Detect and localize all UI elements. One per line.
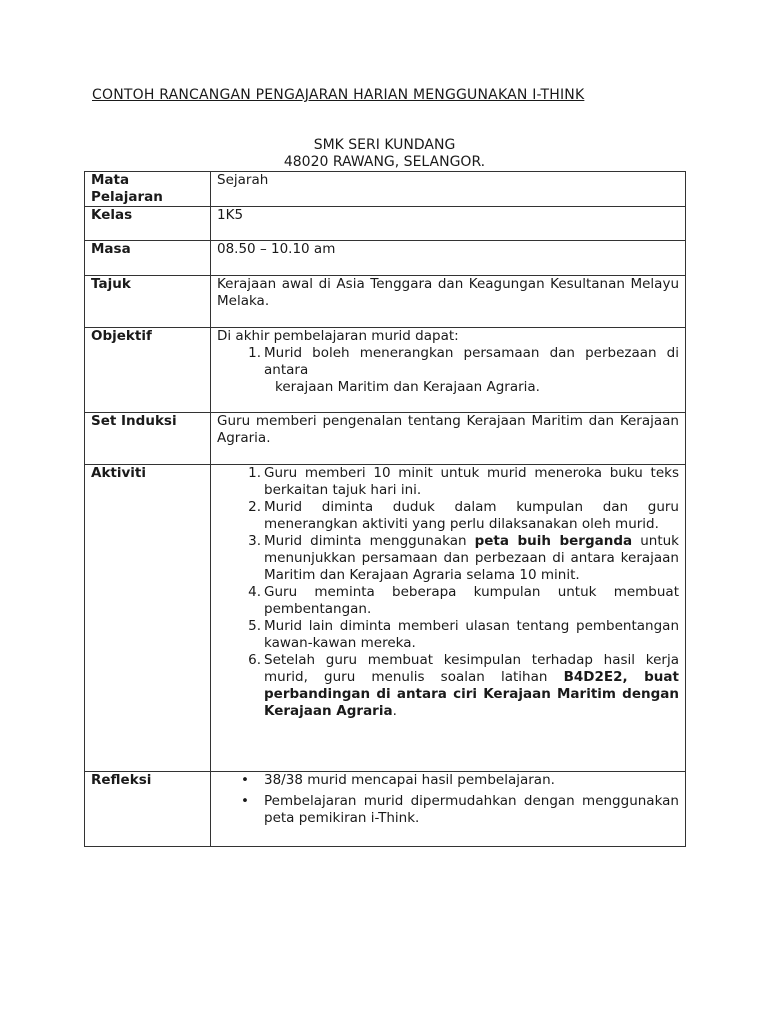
refleksi-item-text: 38/38 murid mencapai hasil pembelajaran. — [264, 772, 555, 788]
aktiviti-item-bold-text: peta buih berganda — [474, 533, 633, 549]
row-aktiviti — [85, 465, 686, 772]
aktiviti-item-number: 2. — [248, 499, 261, 515]
label-mata-pelajaran: Mata Pelajaran — [85, 172, 211, 207]
aktiviti-item-number: 3. — [248, 533, 261, 549]
refleksi-item-text: Pembelajaran murid dipermudahkan dengan menggunakan peta pemikiran i-Think. — [264, 793, 679, 826]
objektif-intro: Di akhir pembelajaran murid dapat: — [217, 328, 459, 344]
value-objektif — [211, 328, 686, 413]
label-refleksi: Refleksi — [85, 772, 211, 847]
aktiviti-item-number: 1. — [248, 465, 261, 481]
refleksi-item — [217, 772, 679, 789]
aktiviti-item-number: 5. — [248, 618, 261, 634]
value-aktiviti — [211, 465, 686, 772]
value-kelas: 1K5 — [211, 207, 686, 241]
aktiviti-item-text: Murid diminta menggunakan — [264, 533, 475, 549]
document-title: CONTOH RANCANGAN PENGAJARAN HARIAN MENGGUNAKAN I-THINK — [92, 87, 585, 103]
lesson-plan-table — [84, 171, 686, 847]
row-set-induksi — [85, 413, 686, 465]
label-tajuk: Tajuk — [85, 276, 211, 328]
label-masa: Masa — [85, 241, 211, 276]
refleksi-item — [217, 793, 679, 827]
aktiviti-item-text: Setelah guru membuat kesimpulan terhadap hasil kerja murid, guru menulis soalan latihan — [264, 652, 679, 685]
label-objektif: Objektif — [85, 328, 211, 413]
label-kelas: Kelas — [85, 207, 211, 241]
aktiviti-item-number: 6. — [248, 652, 261, 668]
aktiviti-item-text: Murid diminta duduk dalam kumpulan dan guru menerangkan aktiviti yang perlu dilaksanakan oleh murid. — [264, 499, 679, 532]
aktiviti-item — [217, 618, 679, 652]
row-masa — [85, 241, 686, 276]
row-mata-pelajaran — [85, 172, 686, 207]
bullet-icon: • — [241, 793, 249, 809]
aktiviti-item-text: Murid lain diminta memberi ulasan tentang pembentangan kawan-kawan mereka. — [264, 618, 679, 651]
value-tajuk: Kerajaan awal di Asia Tenggara dan Keagungan Kesultanan Melayu Melaka. — [211, 276, 686, 328]
value-mata-pelajaran: Sejarah — [211, 172, 686, 207]
bullet-icon: • — [241, 772, 249, 788]
aktiviti-item-text: Guru memberi 10 minit untuk murid meneroka buku teks berkaitan tajuk hari ini. — [264, 465, 679, 498]
aktiviti-item — [217, 652, 679, 720]
school-address: 48020 RAWANG, SELANGOR. — [283, 154, 486, 170]
objektif-item-number: 1. — [248, 345, 261, 361]
aktiviti-item-text: untuk menunjukkan persamaan dan perbezaan di antara kerajaan Maritim dan Kerajaan Agraria selama 10 minit. — [264, 533, 679, 583]
objektif-item — [217, 345, 679, 379]
aktiviti-item-text: Guru meminta beberapa kumpulan untuk membuat pembentangan. — [264, 584, 679, 617]
label-set-induksi: Set Induksi — [85, 413, 211, 465]
value-masa: 08.50 – 10.10 am — [211, 241, 686, 276]
label-aktiviti: Aktiviti — [85, 465, 211, 772]
aktiviti-item-bold-text: B4D2E2, buat perbandingan di antara ciri Kerajaan Maritim dengan Kerajaan Agraria — [264, 669, 679, 719]
aktiviti-item — [217, 533, 679, 584]
row-kelas — [85, 207, 686, 241]
school-name: SMK SERI KUNDANG — [313, 137, 456, 153]
aktiviti-item-number: 4. — [248, 584, 261, 600]
aktiviti-item-text: . — [392, 703, 397, 719]
objektif-item-text: Murid boleh menerangkan persamaan dan perbezaan di antara — [264, 345, 679, 378]
row-tajuk — [85, 276, 686, 328]
aktiviti-item — [217, 584, 679, 618]
row-refleksi — [85, 772, 686, 847]
objektif-item-continuation: kerajaan Maritim dan Kerajaan Agraria. — [275, 379, 540, 395]
value-refleksi — [211, 772, 686, 847]
aktiviti-item — [217, 499, 679, 533]
aktiviti-item — [217, 465, 679, 499]
value-set-induksi: Guru memberi pengenalan tentang Kerajaan Maritim dan Kerajaan Agraria. — [211, 413, 686, 465]
row-objektif — [85, 328, 686, 413]
